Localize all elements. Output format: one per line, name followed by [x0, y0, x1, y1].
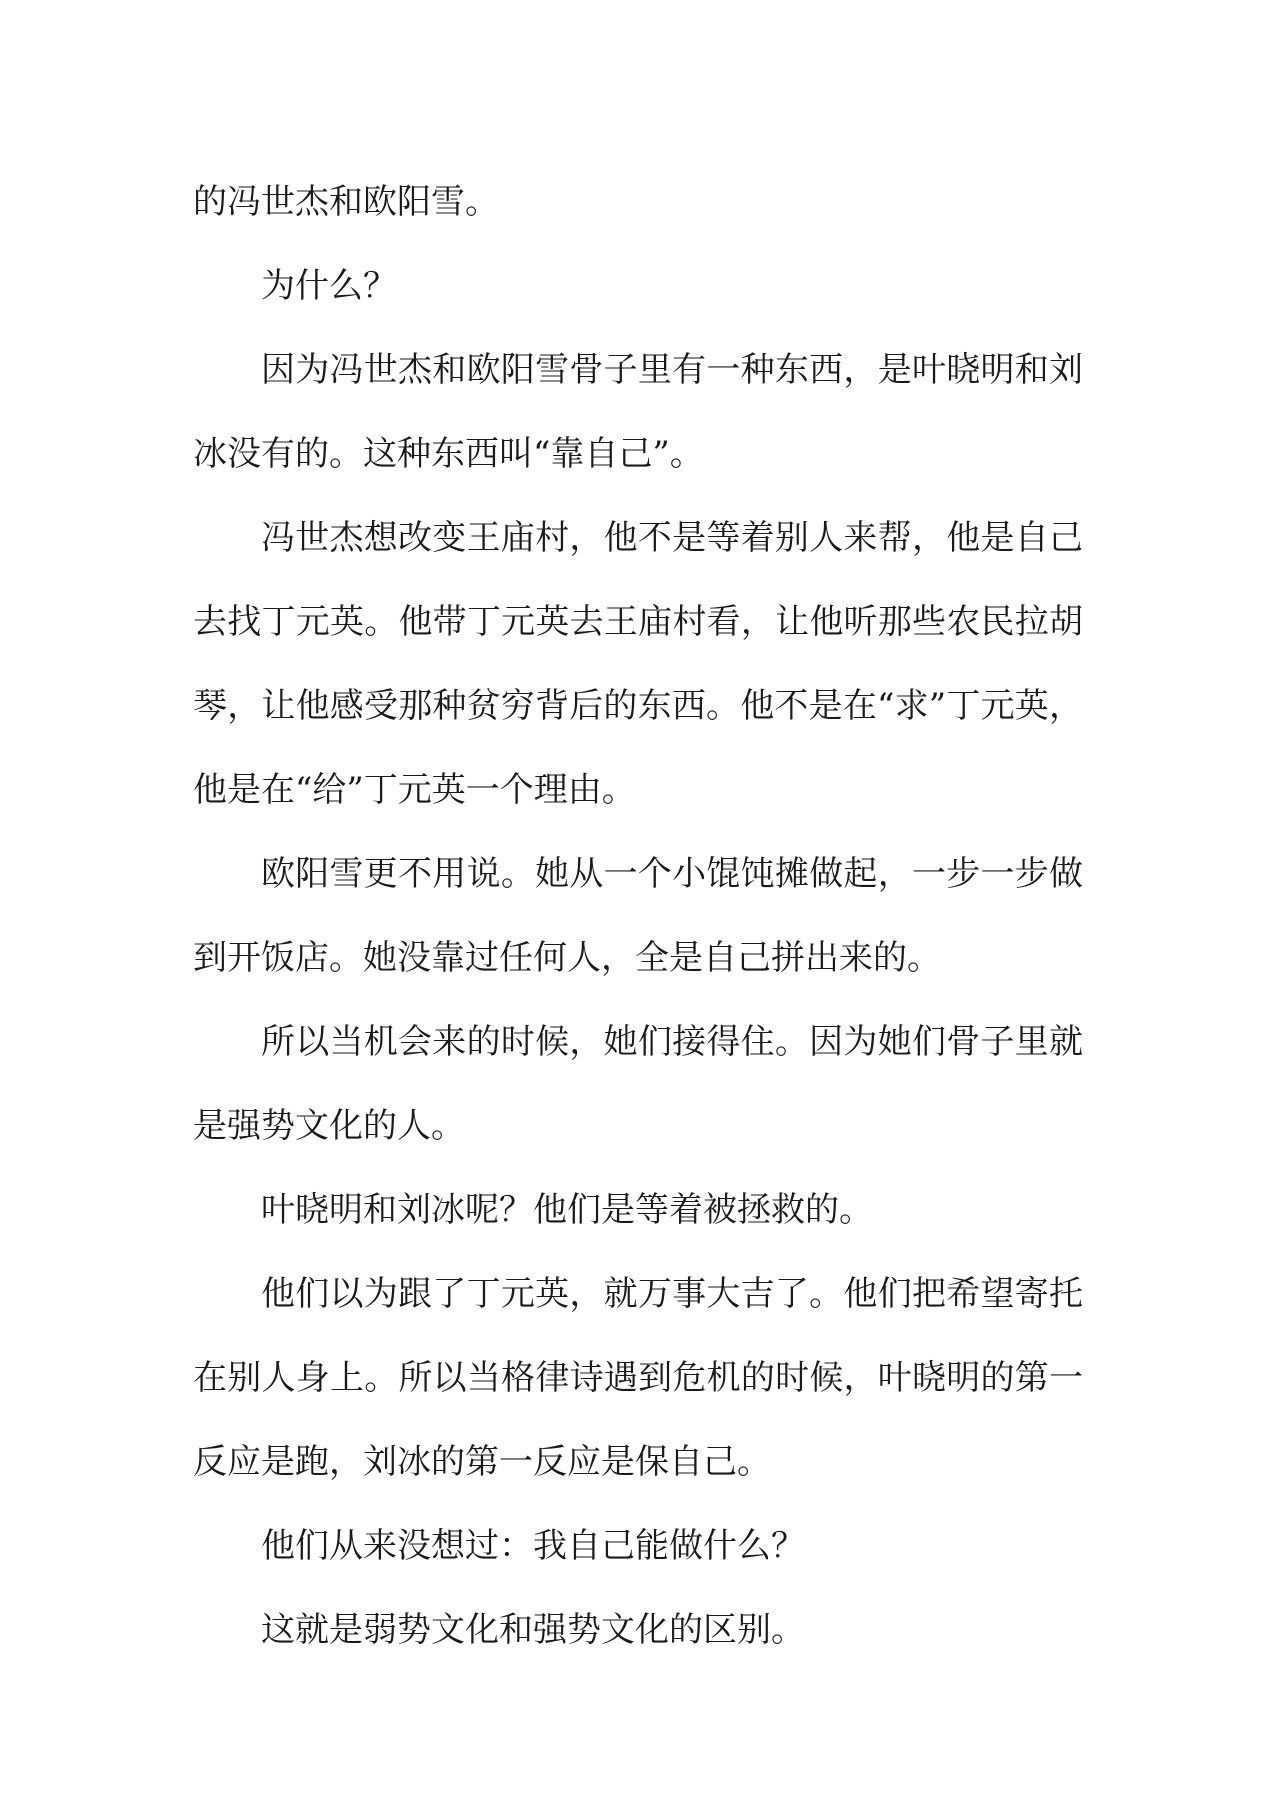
document-body: [193, 160, 1083, 1672]
paragraph-6: 所以当机会来的时候，她们接得住。因为她们骨子里就是强势文化的人。: [193, 1022, 1083, 1146]
paragraph-1: 的冯世杰和欧阳雪。: [193, 182, 499, 222]
paragraph-4: 冯世杰想改变王庙村，他不是等着别人来帮，他是自己去找丁元英。他带丁元英去王庙村看，让他听那些农民拉胡琴，让他感受那种贫穷背后的东西。他不是在“求”丁元英，他是在“给”丁元英一个理由。: [193, 518, 1083, 810]
paragraph-3: 因为冯世杰和欧阳雪骨子里有一种东西，是叶晓明和刘冰没有的。这种东西叫“靠自己”。: [193, 350, 1083, 474]
paragraph-8: 他们以为跟了丁元英，就万事大吉了。他们把希望寄托在别人身上。所以当格律诗遇到危机的时候，叶晓明的第一反应是跑，刘冰的第一反应是保自己。: [193, 1274, 1083, 1482]
paragraph-9: 他们从来没想过：我自己能做什么？: [261, 1526, 805, 1566]
paragraph-7: 叶晓明和刘冰呢？他们是等着被拯救的。: [261, 1190, 873, 1230]
paragraph-10: 这就是弱势文化和强势文化的区别。: [261, 1610, 805, 1650]
paragraph-2: 为什么？: [261, 266, 397, 306]
paragraph-5: 欧阳雪更不用说。她从一个小馄饨摊做起，一步一步做到开饭店。她没靠过任何人，全是自己拼出来的。: [193, 854, 1083, 978]
